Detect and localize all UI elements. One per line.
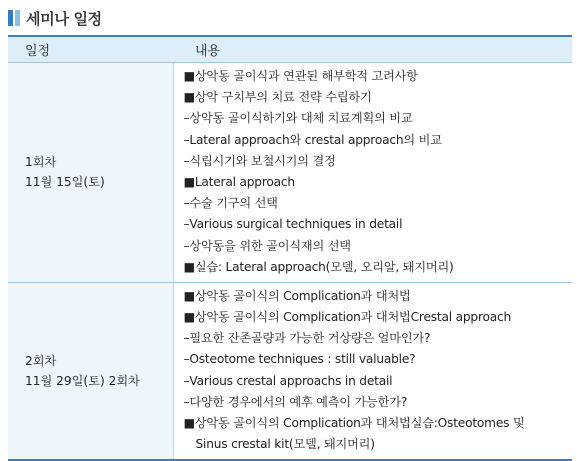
page-title: 세미나 일정	[26, 9, 102, 28]
session-date: 11월 29일(토) 2회차	[25, 374, 140, 389]
list-item: –상악동을 위한 골이식재의 선택	[183, 238, 351, 253]
list-item: ■상악동 골이식의 Complication과 대처법	[183, 288, 411, 303]
list-item: ■Lateral approach	[183, 174, 295, 189]
header-session: 일정	[8, 36, 173, 63]
list-item: ■실습: Lateral approach(모델, 오리알, 돼지머리)	[183, 259, 454, 274]
table-header-row	[8, 36, 572, 63]
session-name: 1회차	[25, 155, 57, 170]
content-cell	[173, 282, 572, 460]
list-item: –Lateral approach와 crestal approach의 비교	[183, 132, 442, 147]
table-row	[8, 282, 572, 460]
title-marker-icon	[8, 10, 20, 26]
content-list	[184, 286, 573, 456]
schedule-table	[8, 35, 572, 461]
list-item: Sinus crestal kit(모델, 돼지머리)	[195, 437, 375, 452]
session-date: 11월 15일(토)	[25, 175, 105, 190]
table-row	[8, 63, 572, 283]
list-item: –상악동 골이식하기와 대체 치료계획의 비교	[183, 111, 413, 126]
session-cell	[8, 63, 173, 283]
list-item: –Various surgical techniques in detail	[183, 217, 403, 232]
list-item: –필요한 잔존골량과 가능한 거상량은 얼마인가?	[183, 331, 431, 346]
content-list	[184, 66, 573, 278]
content-cell	[173, 63, 572, 283]
list-item: ■상악동 골이식의 Complication과 대처법실습:Osteotomes 및	[183, 416, 525, 430]
session-name: 2회차	[25, 354, 57, 369]
list-item: –Various crestal approachs in detail	[183, 373, 393, 388]
list-item: –Osteotome techniques : still valuable?	[183, 352, 416, 367]
list-item: ■상악 구치부의 치료 전략 수립하기	[183, 90, 372, 105]
list-item: –수술 기구의 선택	[183, 196, 278, 211]
list-item: ■상악동 골이식의 Complication과 대처법Crestal approach	[183, 310, 512, 325]
section-title-bar	[8, 6, 102, 30]
session-cell	[8, 282, 173, 460]
list-item: –식립시기와 보철시기의 결정	[183, 153, 336, 168]
header-content: 내용	[173, 36, 572, 63]
list-item: ■상악동 골이식과 연관된 해부학적 고려사항	[183, 69, 418, 83]
list-item: –다양한 경우에서의 예후 예측이 가능한가?	[183, 394, 408, 409]
